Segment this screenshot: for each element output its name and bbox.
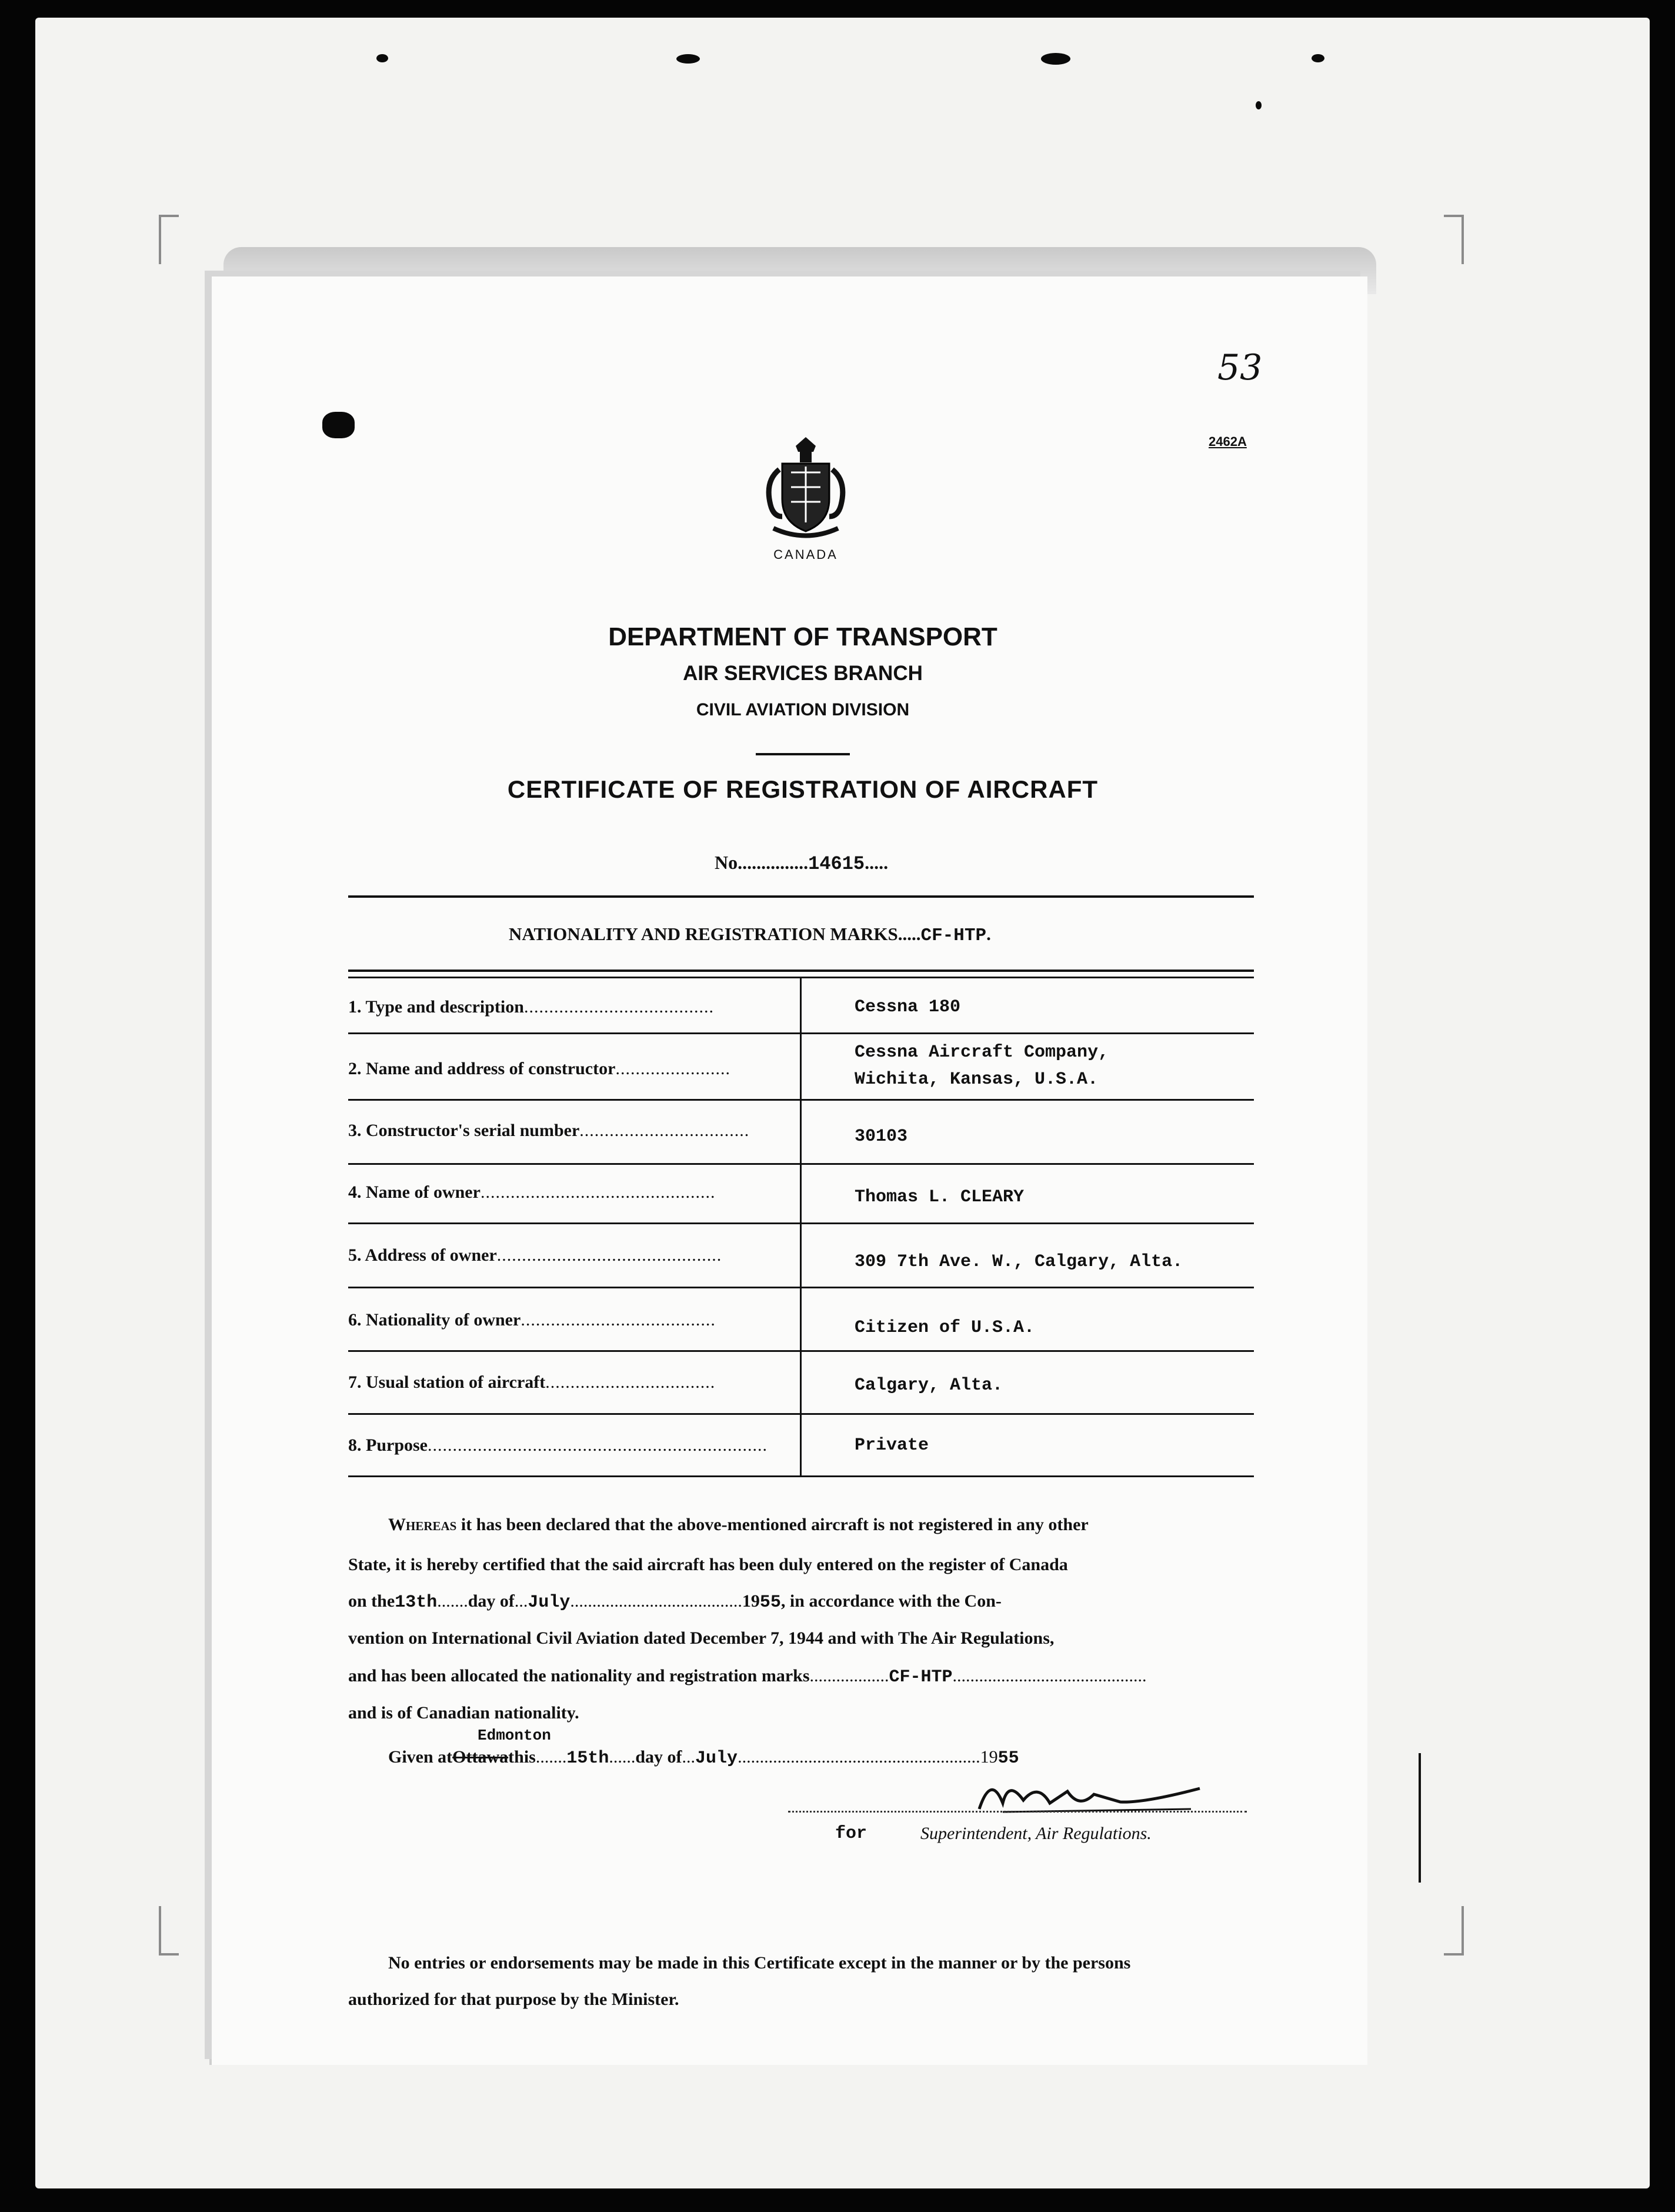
row-label-owner-address: 5. Address of owner............................................. bbox=[348, 1245, 722, 1265]
mount-line bbox=[1419, 1753, 1421, 1883]
table-top-rule bbox=[348, 970, 1254, 972]
form-number: 2462A bbox=[1209, 434, 1247, 449]
row-divider bbox=[348, 1287, 1254, 1288]
row-value-constructor: Cessna Aircraft Company, bbox=[855, 1042, 1109, 1062]
row-label-owner: 4. Name of owner............................................... bbox=[348, 1182, 716, 1202]
table-bottom-rule bbox=[348, 1475, 1254, 1477]
row-value-station: Calgary, Alta. bbox=[855, 1375, 1003, 1395]
mount-spot bbox=[676, 54, 700, 64]
body-line-3: on the13th.......day of...July.......................................1955, in accordance with the Con- bbox=[348, 1591, 1002, 1613]
row-value-constructor-address: Wichita, Kansas, U.S.A. bbox=[855, 1070, 1099, 1090]
row-value-owner-address: 309 7th Ave. W., Calgary, Alta. bbox=[855, 1252, 1183, 1272]
row-divider bbox=[348, 1099, 1254, 1101]
table-column-divider bbox=[800, 978, 802, 1476]
row-label-type: 1. Type and description...................................... bbox=[348, 997, 714, 1017]
row-divider bbox=[348, 1032, 1254, 1034]
certificate-number-line bbox=[715, 852, 888, 875]
header-divider bbox=[756, 753, 850, 755]
given-month: July bbox=[695, 1748, 738, 1768]
crop-mark bbox=[159, 215, 179, 264]
crop-mark bbox=[159, 1906, 179, 1956]
row-divider bbox=[348, 1222, 1254, 1224]
given-line: Given atOttawathis.......15th......day of...July.......................................................1955 bbox=[388, 1747, 1019, 1768]
given-place-struck: Ottawa bbox=[452, 1747, 509, 1767]
row-label-nationality: 6. Nationality of owner....................................... bbox=[348, 1310, 716, 1330]
mount-spot bbox=[1041, 53, 1070, 65]
body-line-1: Whereas it has been declared that the above-mentioned aircraft is not registered in any other bbox=[388, 1515, 1089, 1534]
row-label-station: 7. Usual station of aircraft.................................. bbox=[348, 1372, 716, 1392]
registration-marks: CF-HTP bbox=[920, 925, 987, 946]
canada-coat-of-arms bbox=[762, 434, 850, 546]
marks-label: NATIONALITY AND REGISTRATION MARKS bbox=[509, 924, 898, 944]
mount-spot bbox=[1312, 54, 1324, 62]
top-rule bbox=[348, 895, 1254, 898]
certificate-title: CERTIFICATE OF REGISTRATION OF AIRCRAFT bbox=[507, 775, 1099, 803]
row-divider bbox=[348, 1350, 1254, 1352]
signature-title: Superintendent, Air Regulations. bbox=[920, 1824, 1152, 1843]
registration-month: July bbox=[528, 1593, 570, 1613]
dots: . bbox=[986, 924, 991, 944]
row-value-nationality: Citizen of U.S.A. bbox=[855, 1318, 1035, 1338]
signature-dotted-line bbox=[788, 1811, 1247, 1813]
registration-marks-line bbox=[509, 924, 991, 946]
division-title: CIVIL AVIATION DIVISION bbox=[696, 700, 910, 719]
country-name: CANADA bbox=[773, 547, 838, 562]
branch-title: AIR SERVICES BRANCH bbox=[683, 662, 923, 685]
row-value-owner: Thomas L. CLEARY bbox=[855, 1187, 1025, 1207]
row-value-serial: 30103 bbox=[855, 1127, 908, 1147]
torn-spot bbox=[322, 412, 355, 438]
footer-line-1: No entries or endorsements may be made in this Certificate except in the manner or by the persons bbox=[388, 1953, 1131, 1973]
dots: ..... bbox=[865, 852, 889, 873]
signature bbox=[967, 1768, 1203, 1824]
crop-mark bbox=[1444, 215, 1464, 264]
for-label: for bbox=[835, 1824, 867, 1844]
body-line-2: State, it is hereby certified that the said aircraft has been duly entered on the register of Canada bbox=[348, 1555, 1068, 1574]
handwritten-page-number: 53 bbox=[1217, 347, 1263, 388]
row-label-purpose: 8. Purpose.................................................................... bbox=[348, 1435, 768, 1455]
crop-mark bbox=[1444, 1906, 1464, 1956]
allocated-marks: CF-HTP bbox=[889, 1667, 953, 1687]
row-value-purpose: Private bbox=[855, 1435, 929, 1455]
given-year: 55 bbox=[997, 1748, 1019, 1768]
body-line-5: and has been allocated the nationality and registration marks..................CF-HTP............................................ bbox=[348, 1666, 1147, 1687]
mount-spot bbox=[376, 54, 388, 62]
department-title: DEPARTMENT OF TRANSPORT bbox=[608, 622, 997, 651]
certificate-number: 14615 bbox=[808, 853, 865, 875]
row-divider bbox=[348, 1413, 1254, 1415]
registration-year: 55 bbox=[759, 1593, 781, 1613]
footer-line-2: authorized for that purpose by the Minister. bbox=[348, 1990, 679, 2009]
body-line-4: vention on International Civil Aviation dated December 7, 1944 and with The Air Regulations, bbox=[348, 1628, 1055, 1648]
row-label-serial: 3. Constructor's serial number.................................. bbox=[348, 1121, 750, 1140]
whereas-word: Whereas bbox=[388, 1515, 457, 1534]
row-value-type: Cessna 180 bbox=[855, 997, 961, 1017]
given-day: 15th bbox=[566, 1748, 609, 1768]
body-line-6: and is of Canadian nationality. bbox=[348, 1703, 579, 1723]
given-place-typed: Edmonton bbox=[478, 1727, 551, 1744]
row-label-constructor: 2. Name and address of constructor....................... bbox=[348, 1059, 730, 1078]
mount-spot bbox=[1256, 101, 1262, 109]
registration-day: 13th bbox=[395, 1593, 438, 1613]
dots: ..... bbox=[897, 924, 921, 944]
number-label: No. bbox=[715, 852, 743, 873]
row-divider bbox=[348, 1163, 1254, 1165]
dots: .............. bbox=[742, 852, 809, 873]
